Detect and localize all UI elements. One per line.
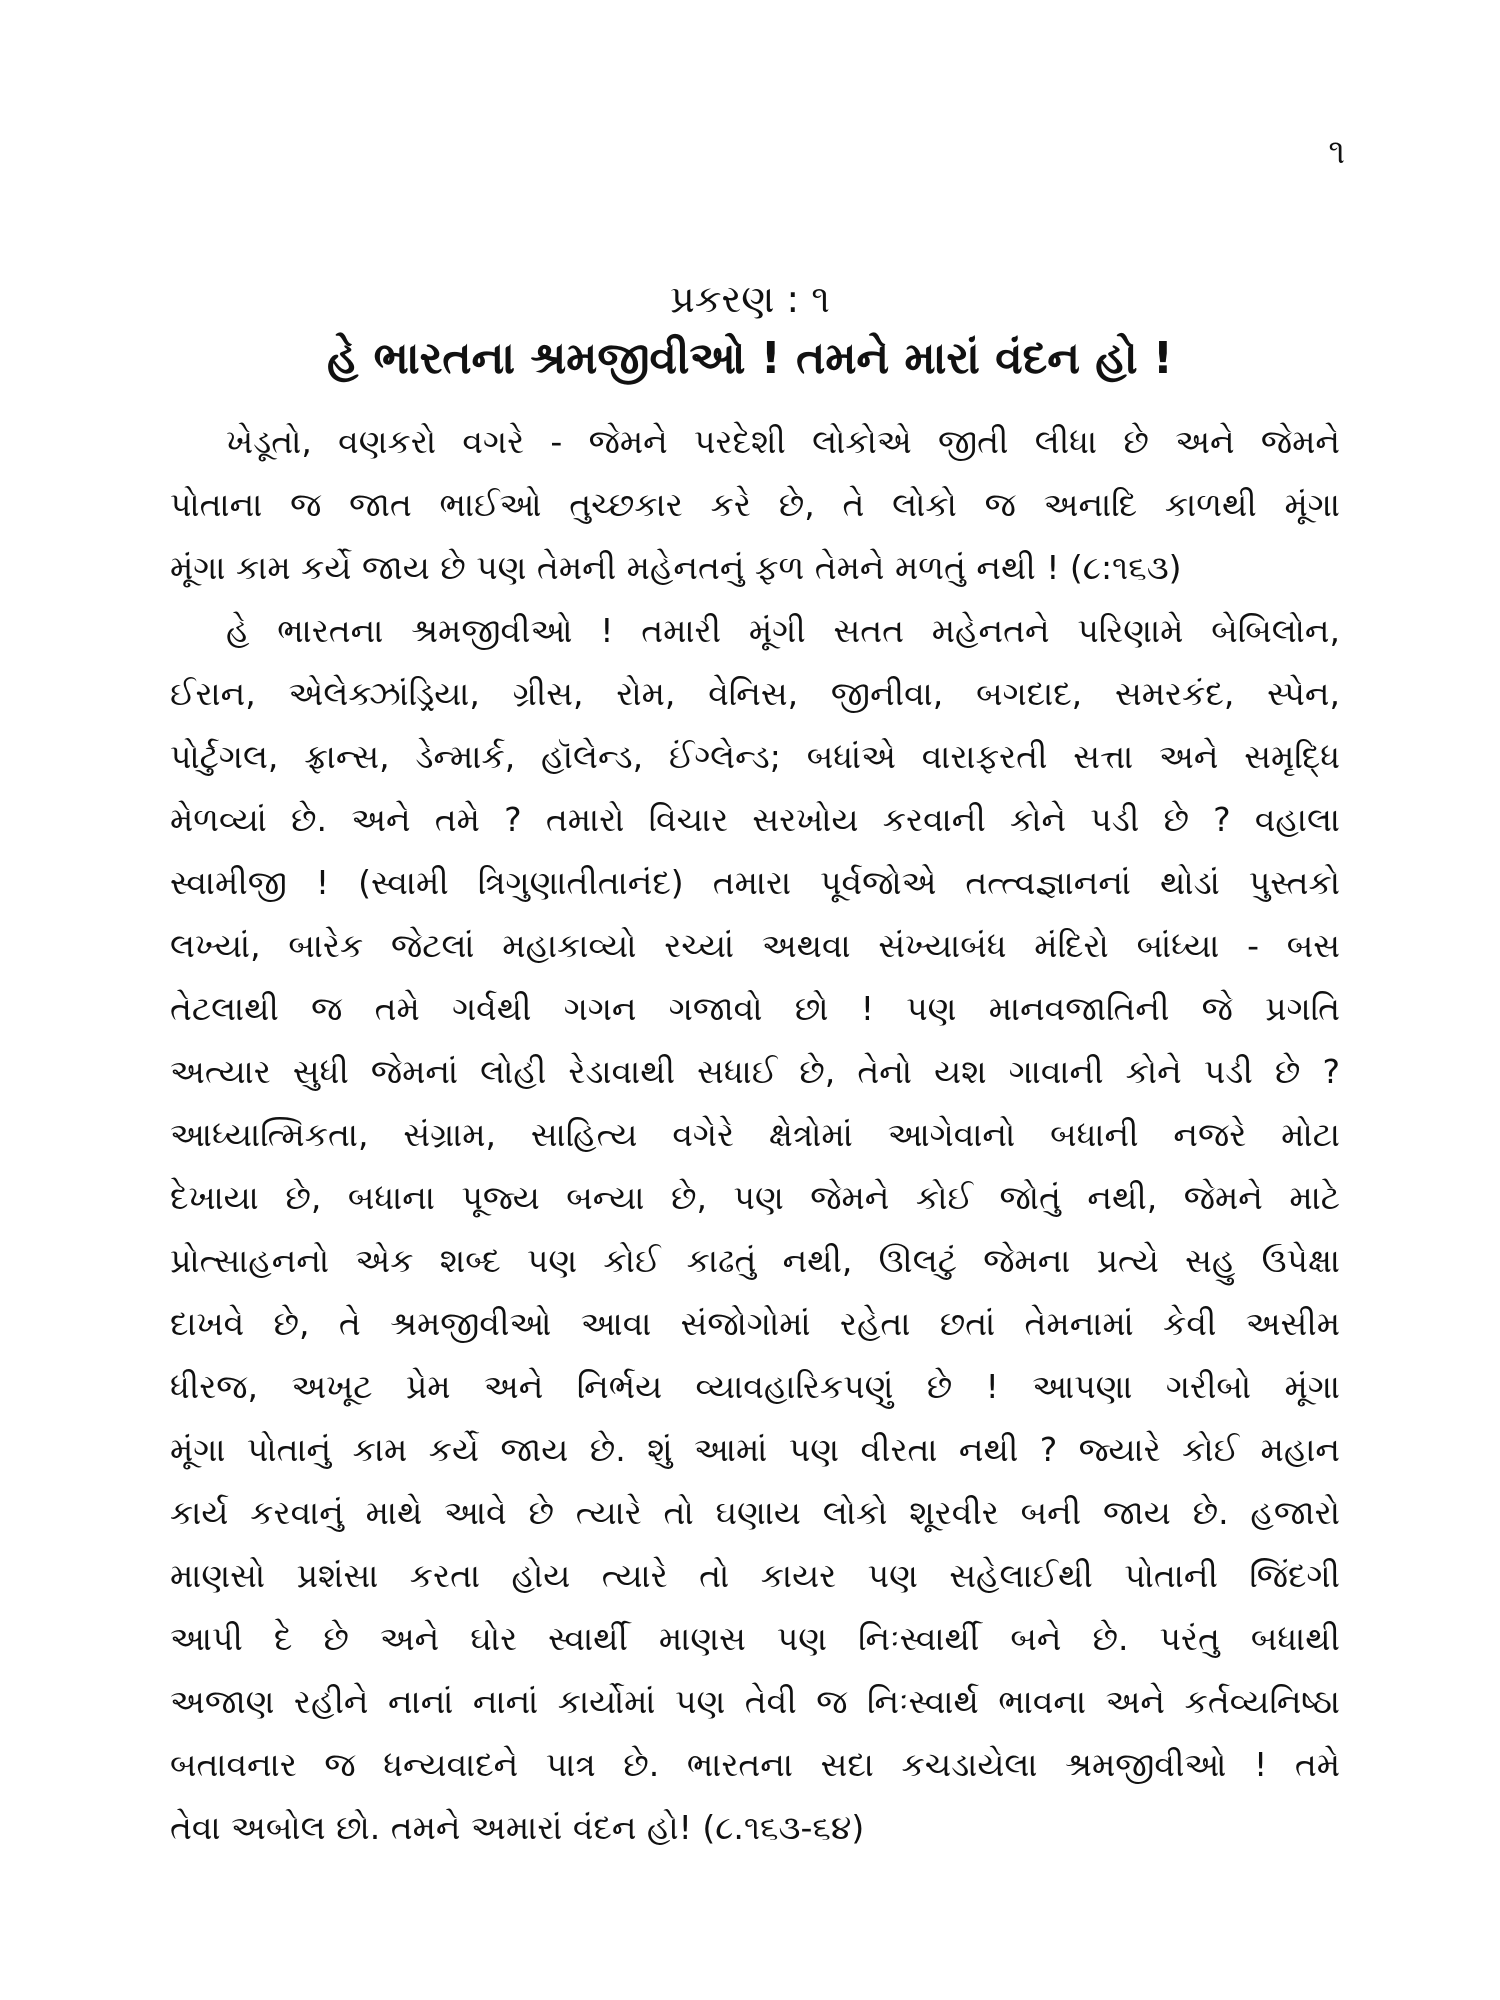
page-number: ૧ xyxy=(1328,132,1345,172)
text-line: આપી દે છે અને ઘોર સ્વાર્થી માણસ પણ નિઃસ્વાર્થી બને છે. પરંતુ બધાથી xyxy=(170,1619,1340,1658)
text-line: કાર્ય કરવાનું માથે આવે છે ત્યારે તો ઘણાય લોકો શૂરવીર બની જાય છે. હજારો xyxy=(170,1493,1340,1532)
text-line: મૂંગા પોતાનું કામ કર્યે જાય છે. શું આમાં પણ વીરતા નથી ? જ્યારે કોઈ મહાન xyxy=(170,1430,1340,1469)
text-line: બતાવનાર જ ધન્યવાદને પાત્ર છે. ભારતના સદા કચડાયેલા શ્રમજીવીઓ ! તમે xyxy=(170,1745,1340,1784)
text-line: આધ્યાત્મિકતા, સંગ્રામ, સાહિત્ય વગેરે ક્ષેત્રોમાં આગેવાનો બધાની નજરે મોટા xyxy=(170,1115,1340,1154)
text-line: માણસો પ્રશંસા કરતા હોય ત્યારે તો કાયર પણ સહેલાઈથી પોતાની જિંદગી xyxy=(170,1556,1340,1595)
text-line: તેટલાથી જ તમે ગર્વથી ગગન ગજાવો છો ! પણ માનવજાતિની જે પ્રગતિ xyxy=(170,989,1340,1028)
text-line: દેખાયા છે, બધાના પૂજ્ય બન્યા છે, પણ જેમને કોઈ જોતું નથી, જેમને માટે xyxy=(170,1178,1340,1217)
text-line: સ્વામીજી ! (સ્વામી ત્રિગુણાતીતાનંદ) તમારા પૂર્વજોએ તત્ત્વજ્ઞાનનાં થોડાં પુસ્તકો xyxy=(170,863,1340,902)
text-line: અજાણ રહીને નાનાં નાનાં કાર્યોમાં પણ તેવી જ નિઃસ્વાર્થ ભાવના અને કર્તવ્યનિષ્ઠા xyxy=(170,1682,1340,1721)
body-text xyxy=(170,410,1340,1859)
chapter-title: હે ભારતના શ્રમજીવીઓ ! તમને મારાં વંદન હો ! xyxy=(327,333,1173,384)
text-line: ખેડૂતો, વણકરો વગરે - જેમને પરદેશી લોકોએ જીતી લીધા છે અને જેમને xyxy=(226,422,1340,461)
text-line: પોતાના જ જાત ભાઈઓ તુચ્છકાર કરે છે, તે લોકો જ અનાદિ કાળથી મૂંગા xyxy=(170,485,1340,524)
text-line: લખ્યાં, બારેક જેટલાં મહાકાવ્યો રચ્યાં અથવા સંખ્યાબંધ મંદિરો બાંધ્યા - બસ xyxy=(170,926,1340,965)
text-line: અત્યાર સુધી જેમનાં લોહી રેડાવાથી સધાઈ છે, તેનો યશ ગાવાની કોને પડી છે ? xyxy=(170,1052,1340,1091)
text-line: ધીરજ, અખૂટ પ્રેમ અને નિર્ભય વ્યાવહારિકપણું છે ! આપણા ગરીબો મૂંગા xyxy=(170,1367,1340,1406)
text-line: દાખવે છે, તે શ્રમજીવીઓ આવા સંજોગોમાં રહેતા છતાં તેમનામાં કેવી અસીમ xyxy=(170,1304,1340,1343)
text-line: મૂંગા કામ કર્યે જાય છે પણ તેમની મહેનતનું ફળ તેમને મળતું નથી ! (૮:૧૬૩) xyxy=(170,548,1182,587)
text-line: હે ભારતના શ્રમજીવીઓ ! તમારી મૂંગી સતત મહેનતને પરિણામે બેબિલોન, xyxy=(226,611,1340,650)
text-line: પોર્ટુગલ, ફ્રાન્સ, ડેન્માર્ક, હૉલેન્ડ, ઈંગ્લેન્ડ; બધાંએ વારાફરતી સત્તા અને સમૃદ્ધિ xyxy=(170,737,1340,776)
text-line: ઈરાન, એલેક્ઝાંડ્રિયા, ગ્રીસ, રોમ, વેનિસ, જીનીવા, બગદાદ, સમરકંદ, સ્પેન, xyxy=(170,674,1340,713)
text-line: તેવા અબોલ છો. તમને અમારાં વંદન હો! (૮.૧૬૩-૬૪) xyxy=(170,1808,865,1847)
chapter-label: પ્રકરણ : ૧ xyxy=(670,277,830,321)
text-line: પ્રોત્સાહનનો એક શબ્દ પણ કોઈ કાઢતું નથી, ઊલટું જેમના પ્રત્યે સહુ ઉપેક્ષા xyxy=(170,1241,1340,1280)
text-line: મેળવ્યાં છે. અને તમે ? તમારો વિચાર સરખોય કરવાની કોને પડી છે ? વહાલા xyxy=(170,800,1340,839)
